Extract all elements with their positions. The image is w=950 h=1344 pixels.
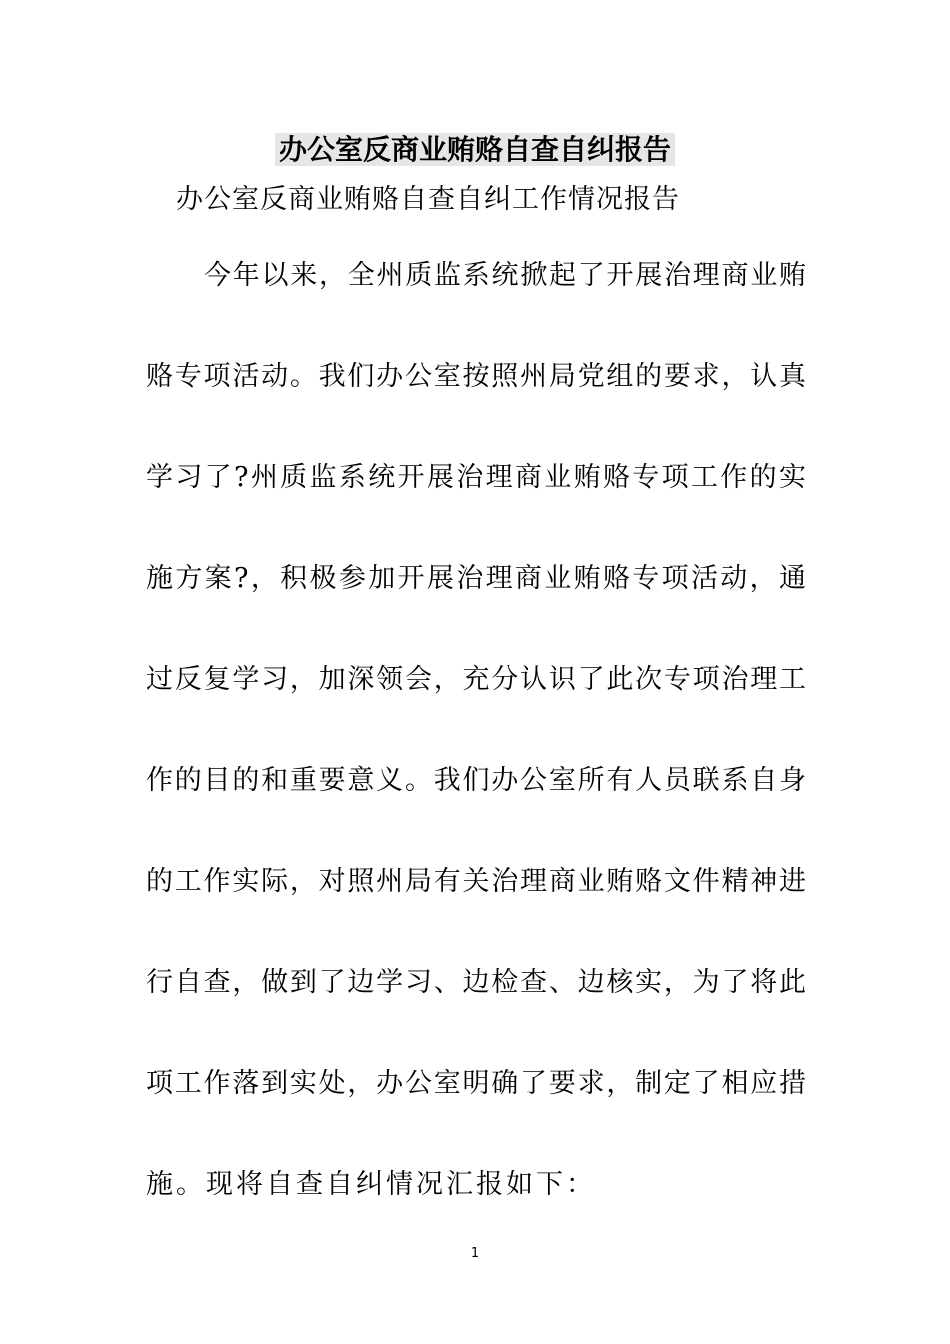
document-title xyxy=(0,130,950,170)
body-line: 过反复学习，加深领会，充分认识了此次专项治理工 xyxy=(146,664,806,695)
body-line: 项工作落到实处，办公室明确了要求，制定了相应措 xyxy=(146,1068,806,1099)
body-line: 作的目的和重要意义。我们办公室所有人员联系自身 xyxy=(146,765,806,796)
body-line: 的工作实际，对照州局有关治理商业贿赂文件精神进 xyxy=(146,866,806,897)
body-line: 施。现将自查自纠情况汇报如下： xyxy=(146,1169,596,1200)
body-line: 施方案?，积极参加开展治理商业贿赂专项活动，通 xyxy=(146,563,806,594)
page-number: 1 xyxy=(470,1246,480,1261)
document-title-text: 办公室反商业贿赂自查自纠报告 xyxy=(275,133,675,166)
body-line: 赂专项活动。我们办公室按照州局党组的要求，认真 xyxy=(146,361,806,392)
body-line: 今年以来，全州质监系统掀起了开展治理商业贿 xyxy=(204,260,806,291)
document-subtitle: 办公室反商业贿赂自查自纠工作情况报告 xyxy=(176,184,680,215)
body-line: 学习了?州质监系统开展治理商业贿赂专项工作的实 xyxy=(146,462,806,493)
body-line: 行自查，做到了边学习、边检查、边核实，为了将此 xyxy=(146,967,806,998)
body-paragraph xyxy=(146,256,806,1266)
